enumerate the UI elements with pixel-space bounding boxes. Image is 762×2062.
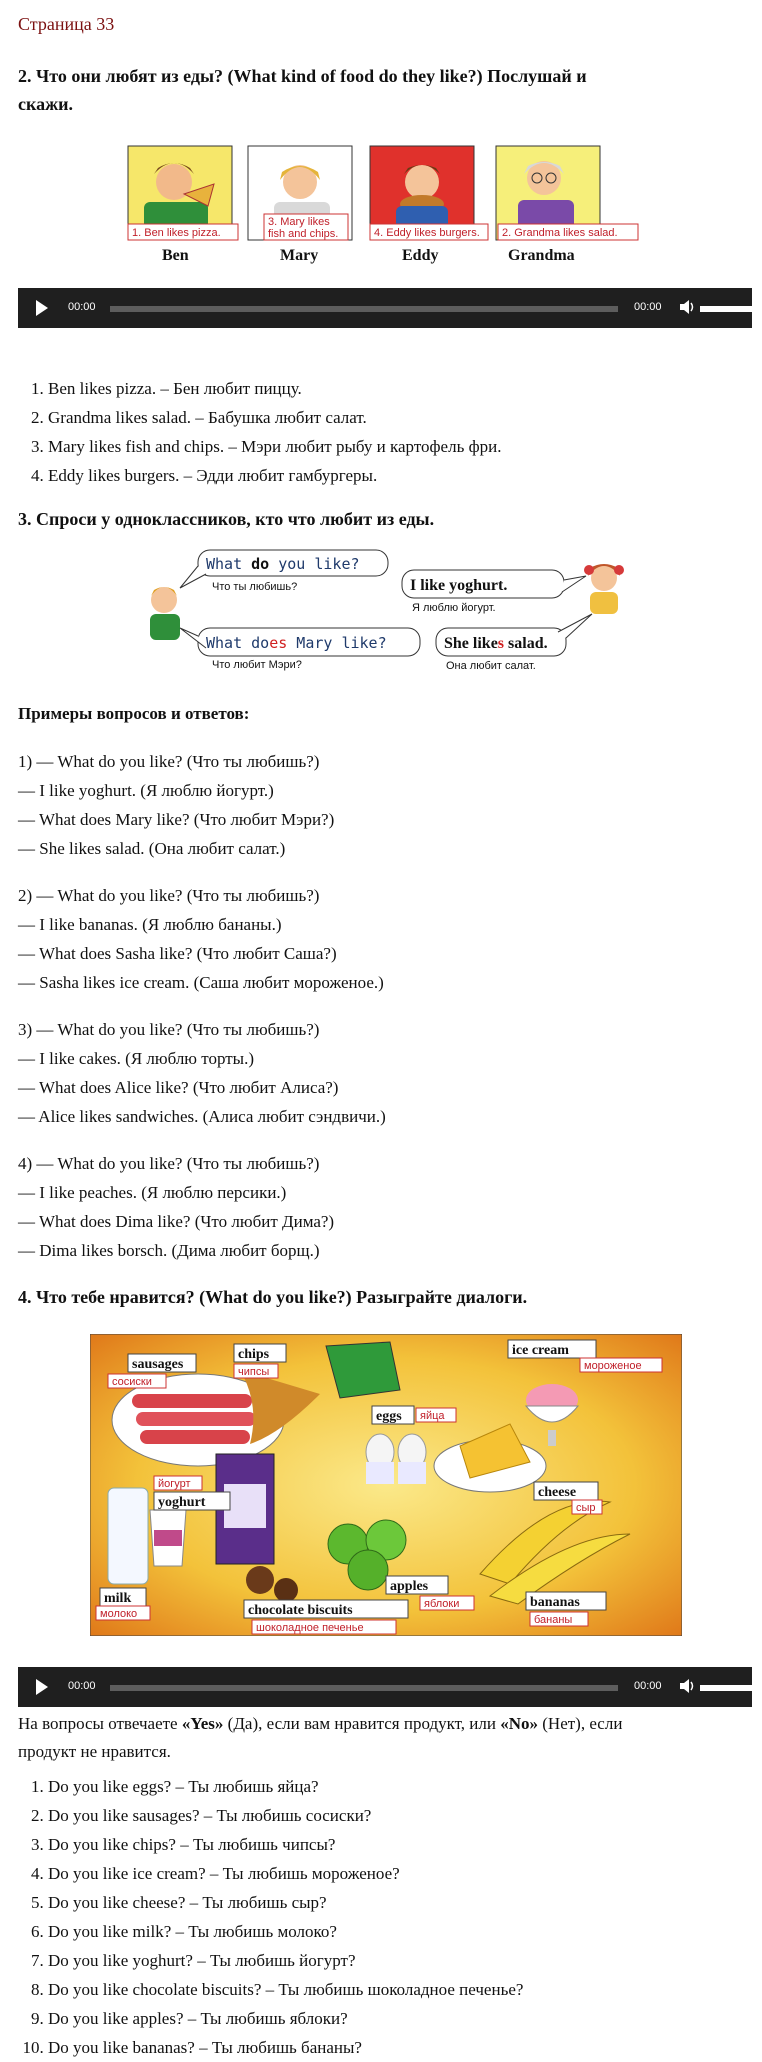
audio-progress-bar[interactable] (110, 306, 618, 312)
list-item: 2. Grandma likes salad. – Бабушка любит салат. (48, 403, 501, 432)
audio-progress-bar[interactable] (110, 1685, 618, 1691)
food-label-yoghurt: yoghurt (158, 1495, 206, 1510)
dialog-line: — I like peaches. (Я люблю персики.) (18, 1183, 287, 1202)
food-label-chips: chips (238, 1347, 270, 1362)
food-label-biscuits-ru: шоколадное печенье (256, 1622, 364, 1634)
ex4-heading: 4. Что тебе нравится? (What do you like?) Разыграйте диалоги. (18, 1287, 528, 1307)
ex2-heading-line2: скажи. (18, 94, 74, 114)
list-item: 7. Do you like yoghurt? – Ты любишь йогурт? (48, 1946, 523, 1975)
food-label-yoghurt-ru: йогурт (158, 1478, 191, 1490)
page-title: Страница 33 (18, 14, 115, 34)
audio-duration: 00:00 (634, 1680, 662, 1692)
list-item: 9. Do you like apples? – Ты любишь яблоки? (48, 2004, 523, 2033)
food-label-ice-cream-ru: мороженое (584, 1360, 642, 1372)
ex2-heading-line1: 2. Что они любят из еды? (What kind of food do they like?) Послушай и (18, 66, 587, 86)
list-item: 4. Do you like ice cream? – Ты любишь мороженое? (48, 1859, 523, 1888)
bubble4-text: She likes salad. (444, 635, 548, 652)
list-item: 10. Do you like bananas? – Ты любишь бананы? (48, 2033, 523, 2062)
dialog-line: 2) — What do you like? (Что ты любишь?) (18, 886, 320, 905)
list-item: 1. Do you like eggs? – Ты любишь яйца? (48, 1772, 523, 1801)
ben-caption: 1. Ben likes pizza. (132, 227, 221, 239)
dialog-line: — I like yoghurt. (Я люблю йогурт.) (18, 781, 274, 800)
ex4-instruction-line2: продукт не нравится. (18, 1742, 171, 1761)
dialog-line: — Sasha likes ice cream. (Саша любит мороженое.) (18, 973, 384, 992)
dialog-line: — What does Alice like? (Что любит Алиса?) (18, 1078, 339, 1097)
audio-player-2 (18, 1667, 752, 1707)
food-label-milk: milk (104, 1591, 132, 1606)
play-icon[interactable] (36, 300, 48, 316)
milk-picture (108, 1488, 148, 1584)
play-icon[interactable] (36, 1679, 48, 1695)
volume-icon[interactable] (680, 1679, 694, 1693)
grandma-caption: 2. Grandma likes salad. (502, 227, 618, 239)
yoghurt-picture (150, 1510, 186, 1566)
dialog-illustration (140, 548, 630, 678)
mary-caption-line2: fish and chips. (268, 228, 339, 240)
ex3-heading: 3. Спроси у одноклассников, кто что любит из еды. (18, 509, 435, 529)
bubble1-translation: Что ты любишь? (212, 581, 298, 593)
food-label-bananas-ru: бананы (534, 1614, 573, 1626)
audio-player-1 (18, 288, 752, 328)
food-label-eggs-ru: яйца (420, 1410, 445, 1422)
food-label-milk-ru: молоко (100, 1608, 138, 1620)
bubble2-translation: Я люблю йогурт. (412, 602, 496, 614)
list-item: 3. Do you like chips? – Ты любишь чипсы? (48, 1830, 523, 1859)
bubble3-text: What does Mary like? (206, 634, 387, 652)
food-label-sausages-ru: сосиски (112, 1376, 152, 1388)
bubble4-translation: Она любит салат. (446, 660, 536, 672)
examples-heading: Примеры вопросов и ответов: (18, 704, 250, 723)
volume-icon[interactable] (680, 300, 694, 314)
list-item: 2. Do you like sausages? – Ты любишь сосиски? (48, 1801, 523, 1830)
dialog-line: 4) — What do you like? (Что ты любишь?) (18, 1154, 320, 1173)
food-label-chips-ru: чипсы (238, 1366, 270, 1378)
food-label-ice-cream: ice cream (512, 1343, 569, 1358)
bubble2-text: I like yoghurt. (410, 577, 508, 594)
dialog-line: 3) — What do you like? (Что ты любишь?) (18, 1020, 320, 1039)
ex4-instruction-line1: На вопросы отвечаете «Yes» (Да), если вам нравится продукт, или «No» (Нет), если (18, 1714, 623, 1733)
dialog-line: — What does Dima like? (Что любит Дима?) (18, 1212, 335, 1231)
list-item: 1. Ben likes pizza. – Бен любит пиццу. (48, 374, 501, 403)
girl-figure (584, 564, 624, 614)
ex2-answers-list (18, 374, 501, 490)
grandma-name: Grandma (508, 247, 575, 264)
food-illustration (90, 1334, 682, 1636)
mary-caption-line1: 3. Mary likes (268, 216, 330, 228)
bubble1-text: What do you like? (206, 555, 360, 573)
characters-illustration (124, 144, 644, 268)
eddy-caption: 4. Eddy likes burgers. (374, 227, 480, 239)
food-label-cheese: cheese (538, 1485, 577, 1500)
dialog-line: 1) — What do you like? (Что ты любишь?) (18, 752, 320, 771)
list-item: 4. Eddy likes burgers. – Эдди любит гамбургеры. (48, 461, 501, 490)
audio-duration: 00:00 (634, 301, 662, 313)
dialog-line: — Dima likes borsch. (Дима любит борщ.) (18, 1241, 320, 1260)
eddy-name: Eddy (402, 247, 439, 264)
mary-name: Mary (280, 247, 319, 264)
volume-slider[interactable] (700, 1685, 752, 1691)
list-item: 6. Do you like milk? – Ты любишь молоко? (48, 1917, 523, 1946)
bubble3-translation: Что любит Мэри? (212, 659, 302, 671)
food-label-bananas: bananas (530, 1595, 580, 1610)
food-label-cheese-ru: сыр (576, 1502, 596, 1514)
food-label-biscuits: chocolate biscuits (248, 1603, 353, 1618)
audio-current-time: 00:00 (68, 1680, 96, 1692)
dialog-line: — What does Mary like? (Что любит Мэри?) (18, 810, 335, 829)
food-label-apples-ru: яблоки (424, 1598, 460, 1610)
list-item: 5. Do you like cheese? – Ты любишь сыр? (48, 1888, 523, 1917)
boy-figure (150, 587, 180, 640)
list-item: 8. Do you like chocolate biscuits? – Ты любишь шоколадное печенье? (48, 1975, 523, 2004)
ex4-questions-list (18, 1772, 523, 2062)
food-label-eggs: eggs (376, 1409, 402, 1424)
dialog-line: — I like cakes. (Я люблю торты.) (18, 1049, 254, 1068)
dialog-line: — What does Sasha like? (Что любит Саша?) (18, 944, 337, 963)
volume-slider[interactable] (700, 306, 752, 312)
audio-current-time: 00:00 (68, 301, 96, 313)
food-label-sausages: sausages (132, 1357, 184, 1372)
list-item: 3. Mary likes fish and chips. – Мэри любит рыбу и картофель фри. (48, 432, 501, 461)
ex2-heading (18, 62, 587, 118)
dialog-line: — I like bananas. (Я люблю бананы.) (18, 915, 282, 934)
food-label-apples: apples (390, 1579, 429, 1594)
dialog-line: — Alice likes sandwiches. (Алиса любит сэндвичи.) (18, 1107, 386, 1126)
dialog-line: — She likes salad. (Она любит салат.) (18, 839, 286, 858)
ben-name: Ben (162, 247, 189, 264)
